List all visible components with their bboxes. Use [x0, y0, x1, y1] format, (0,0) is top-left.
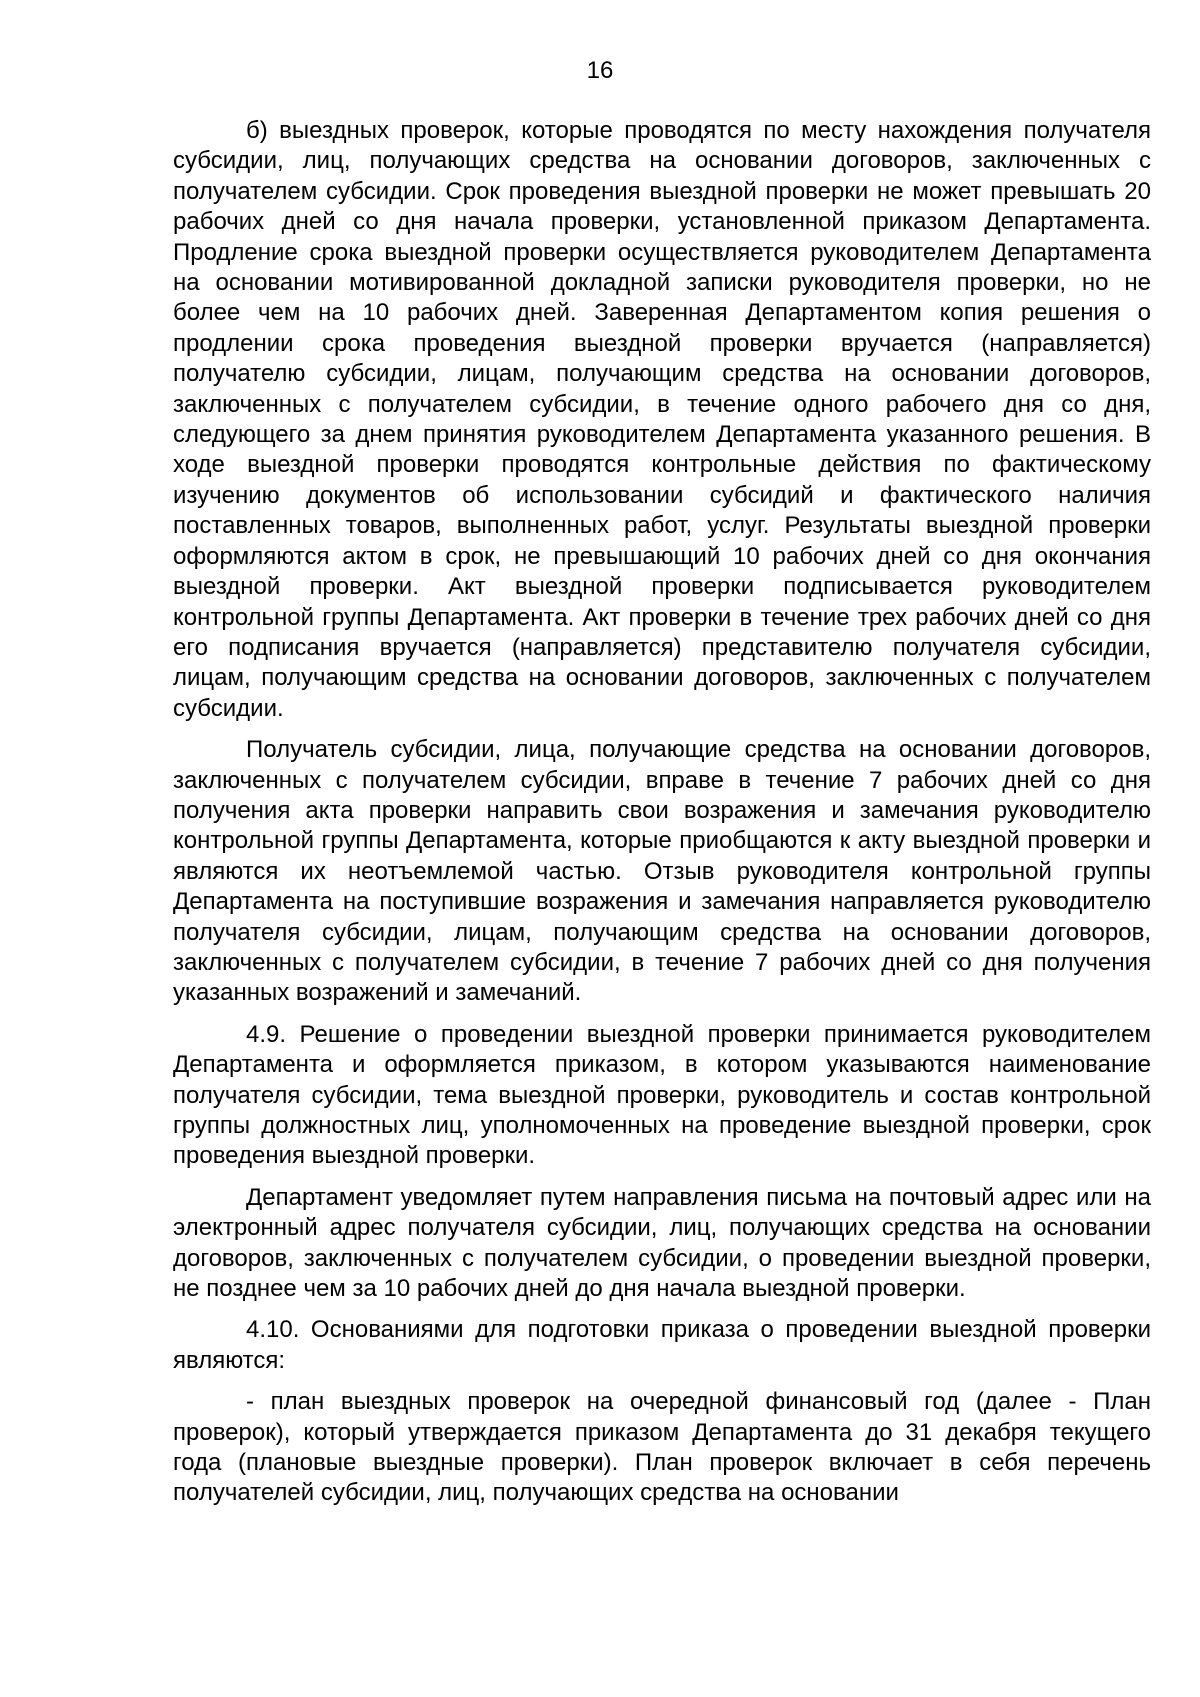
paragraph-notification: Департамент уведомляет путем направления письма на почтовый адрес или на электронный адрес получателя субсидии, лиц, получающих средства на основании договоров, заключенных с получателем субсидии, о проведении выездной проверки, не позднее чем за 10 рабочих дней до дня начала выездной проверки.	[173, 1183, 1151, 1303]
document-body	[173, 116, 1151, 1509]
paragraph-objections: Получатель субсидии, лица, получающие средства на основании договоров, заключенных с получателем субсидии, вправе в течение 7 рабочих дней со дня получения акта проверки направить свои возражения и замечания руководителю контрольной группы Департамента, которые приобщаются к акту выездной проверки и являются их неотъемлемой частью. Отзыв руководителя контрольной группы Департамента на поступившие возражения и замечания направляется руководителю получателя субсидии, лицам, получающим средства на основании договоров, заключенных с получателем субсидии, в течение 7 рабочих дней со дня получения указанных возражений и замечаний.	[173, 736, 1151, 1007]
paragraph-4-10: 4.10. Основаниями для подготовки приказа о проведении выездной проверки являются:	[173, 1316, 1151, 1374]
page-number: 16	[586, 57, 614, 84]
paragraph-onsite-inspections: б) выездных проверок, которые проводятся по месту нахождения получателя субсидии, лиц, получающих средства на основании договоров, заключенных с получателем субсидии. Срок проведения выездной проверки не может превышать 20 рабочих дней со дня начала проверки, установленной приказом Департамента. Продление срока выездной проверки осуществляется руководителем Департамента на основании мотивированной докладной записки руководителя проверки, но не более чем на 10 рабочих дней. Заверенная Департаментом копия решения о продлении срока проведения выездной проверки вручается (направляется) получателю субсидии, лицам, получающим средства на основании договоров, заключенных с получателем субсидии, в течение одного рабочего дня со дня, следующего за днем принятия руководителем Департамента указанного решения. В ходе выездной проверки проводятся контрольные действия по фактическому изучению документов об использовании субсидий и фактического наличия поставленных товаров, выполненных работ, услуг. Результаты выездной проверки оформляются актом в срок, не превышающий 10 рабочих дней со дня окончания выездной проверки. Акт выездной проверки подписывается руководителем контрольной группы Департамента. Акт проверки в течение трех рабочих дней со дня его подписания вручается (направляется) представителю получателя субсидии, лицам, получающим средства на основании договоров, заключенных с получателем субсидии.	[173, 117, 1151, 722]
paragraph-inspection-plan: - план выездных проверок на очередной финансовый год (далее - План проверок), который утверждается приказом Департамента до 31 декабря текущего года (плановые выездные проверки). План проверок включает в себя перечень получателей субсидии, лиц, получающих средства на основании	[173, 1388, 1151, 1507]
paragraph-4-9: 4.9. Решение о проведении выездной проверки принимается руководителем Департамента и оформляется приказом, в котором указываются наименование получателя субсидии, тема выездной проверки, руководитель и состав контрольной группы должностных лиц, уполномоченных на проведение выездной проверки, срок проведения выездной проверки.	[173, 1020, 1151, 1170]
